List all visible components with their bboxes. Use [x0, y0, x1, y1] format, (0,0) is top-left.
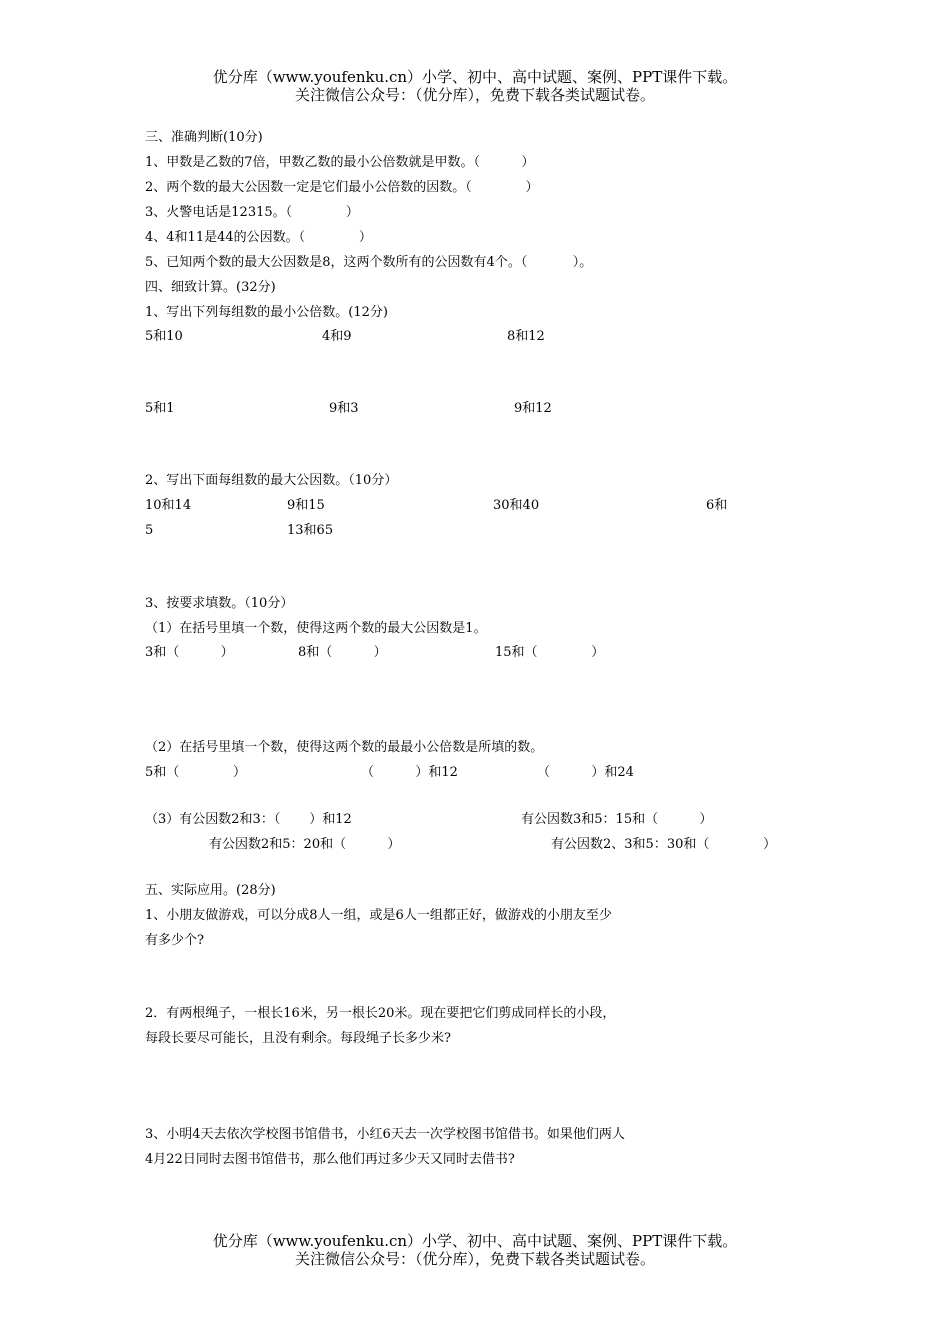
- fill-blank: 有公因数3和5：15和（ ）: [521, 812, 713, 827]
- number-pair: 5和10: [145, 329, 183, 344]
- header-line-1: 优分库（www.youfenku.cn）小学、初中、高中试题、案例、PPT课件下载。: [212, 68, 738, 86]
- number-pair: 9和15: [287, 498, 325, 513]
- word-problem-line: 3、小明4天去依次学校图书馆借书，小红6天去一次学校图书馆借书。如果他们两人: [145, 1127, 625, 1142]
- question-item: 4、4和11是44的公因数。（ ）: [145, 230, 372, 245]
- fill-blank: （ ）和12: [361, 765, 458, 780]
- word-problem-line: 4月22日同时去图书馆借书，那么他们再过多少天又同时去借书?: [145, 1152, 515, 1167]
- question-item: 2、两个数的最大公因数一定是它们最小公倍数的因数。（ ）: [145, 180, 539, 195]
- fill-blank: （ ）和24: [537, 765, 634, 780]
- word-problem-line: 2．有两根绳子，一根长16米，另一根长20米。现在要把它们剪成同样长的小段，: [145, 1006, 616, 1021]
- question-item: 5、已知两个数的最大公因数是8，这两个数所有的公因数有4个。（ ）。: [145, 255, 593, 270]
- number-pair: 6和: [706, 498, 728, 513]
- question-title: 1、写出下列每组数的最小公倍数。(12分): [145, 305, 388, 320]
- question-item: 1、甲数是乙数的7倍，甲数乙数的最小公倍数就是甲数。（ ）: [145, 155, 535, 170]
- number-pair: 13和65: [287, 523, 334, 538]
- fill-blank: 有公因数2、3和5：30和（ ）: [551, 837, 777, 852]
- fill-blank: 8和（ ）: [298, 645, 387, 660]
- footer-line-1: 优分库（www.youfenku.cn）小学、初中、高中试题、案例、PPT课件下载。: [212, 1232, 738, 1250]
- number-pair: 5: [145, 523, 154, 538]
- question-item: 3、火警电话是12315。（ ）: [145, 205, 359, 220]
- question-part: （3）有公因数2和3：（ ）和12: [145, 812, 352, 827]
- word-problem-line: 每段长要尽可能长，且没有剩余。每段绳子长多少米?: [145, 1031, 451, 1046]
- section-title: 五、实际应用。(28分): [145, 883, 276, 898]
- question-title: 2、写出下面每组数的最大公因数。（10分）: [145, 473, 398, 488]
- number-pair: 30和40: [493, 498, 540, 513]
- number-pair: 10和14: [145, 498, 192, 513]
- question-title: 3、按要求填数。（10分）: [145, 596, 294, 611]
- question-part: （2）在括号里填一个数，使得这两个数的最最小公倍数是所填的数。: [145, 740, 544, 755]
- fill-blank: 5和（ ）: [145, 765, 246, 780]
- word-problem-line: 有多少个?: [145, 933, 204, 948]
- number-pair: 8和12: [507, 329, 545, 344]
- number-pair: 9和12: [514, 401, 552, 416]
- fill-blank: 有公因数2和5：20和（ ）: [209, 837, 401, 852]
- fill-blank: 3和（ ）: [145, 645, 234, 660]
- header-line-2: 关注微信公众号：（优分库），免费下载各类试题试卷。: [294, 86, 655, 104]
- number-pair: 5和1: [145, 401, 175, 416]
- number-pair: 9和3: [329, 401, 359, 416]
- footer-line-2: 关注微信公众号：（优分库），免费下载各类试题试卷。: [294, 1250, 655, 1268]
- section-title: 四、细致计算。(32分): [145, 280, 276, 295]
- question-part: （1）在括号里填一个数，使得这两个数的最大公因数是1。: [145, 621, 487, 636]
- section-title: 三、准确判断(10分): [145, 130, 263, 145]
- word-problem-line: 1、小朋友做游戏，可以分成8人一组，或是6人一组都正好，做游戏的小朋友至少: [145, 908, 612, 923]
- number-pair: 4和9: [322, 329, 352, 344]
- fill-blank: 15和（ ）: [495, 645, 605, 660]
